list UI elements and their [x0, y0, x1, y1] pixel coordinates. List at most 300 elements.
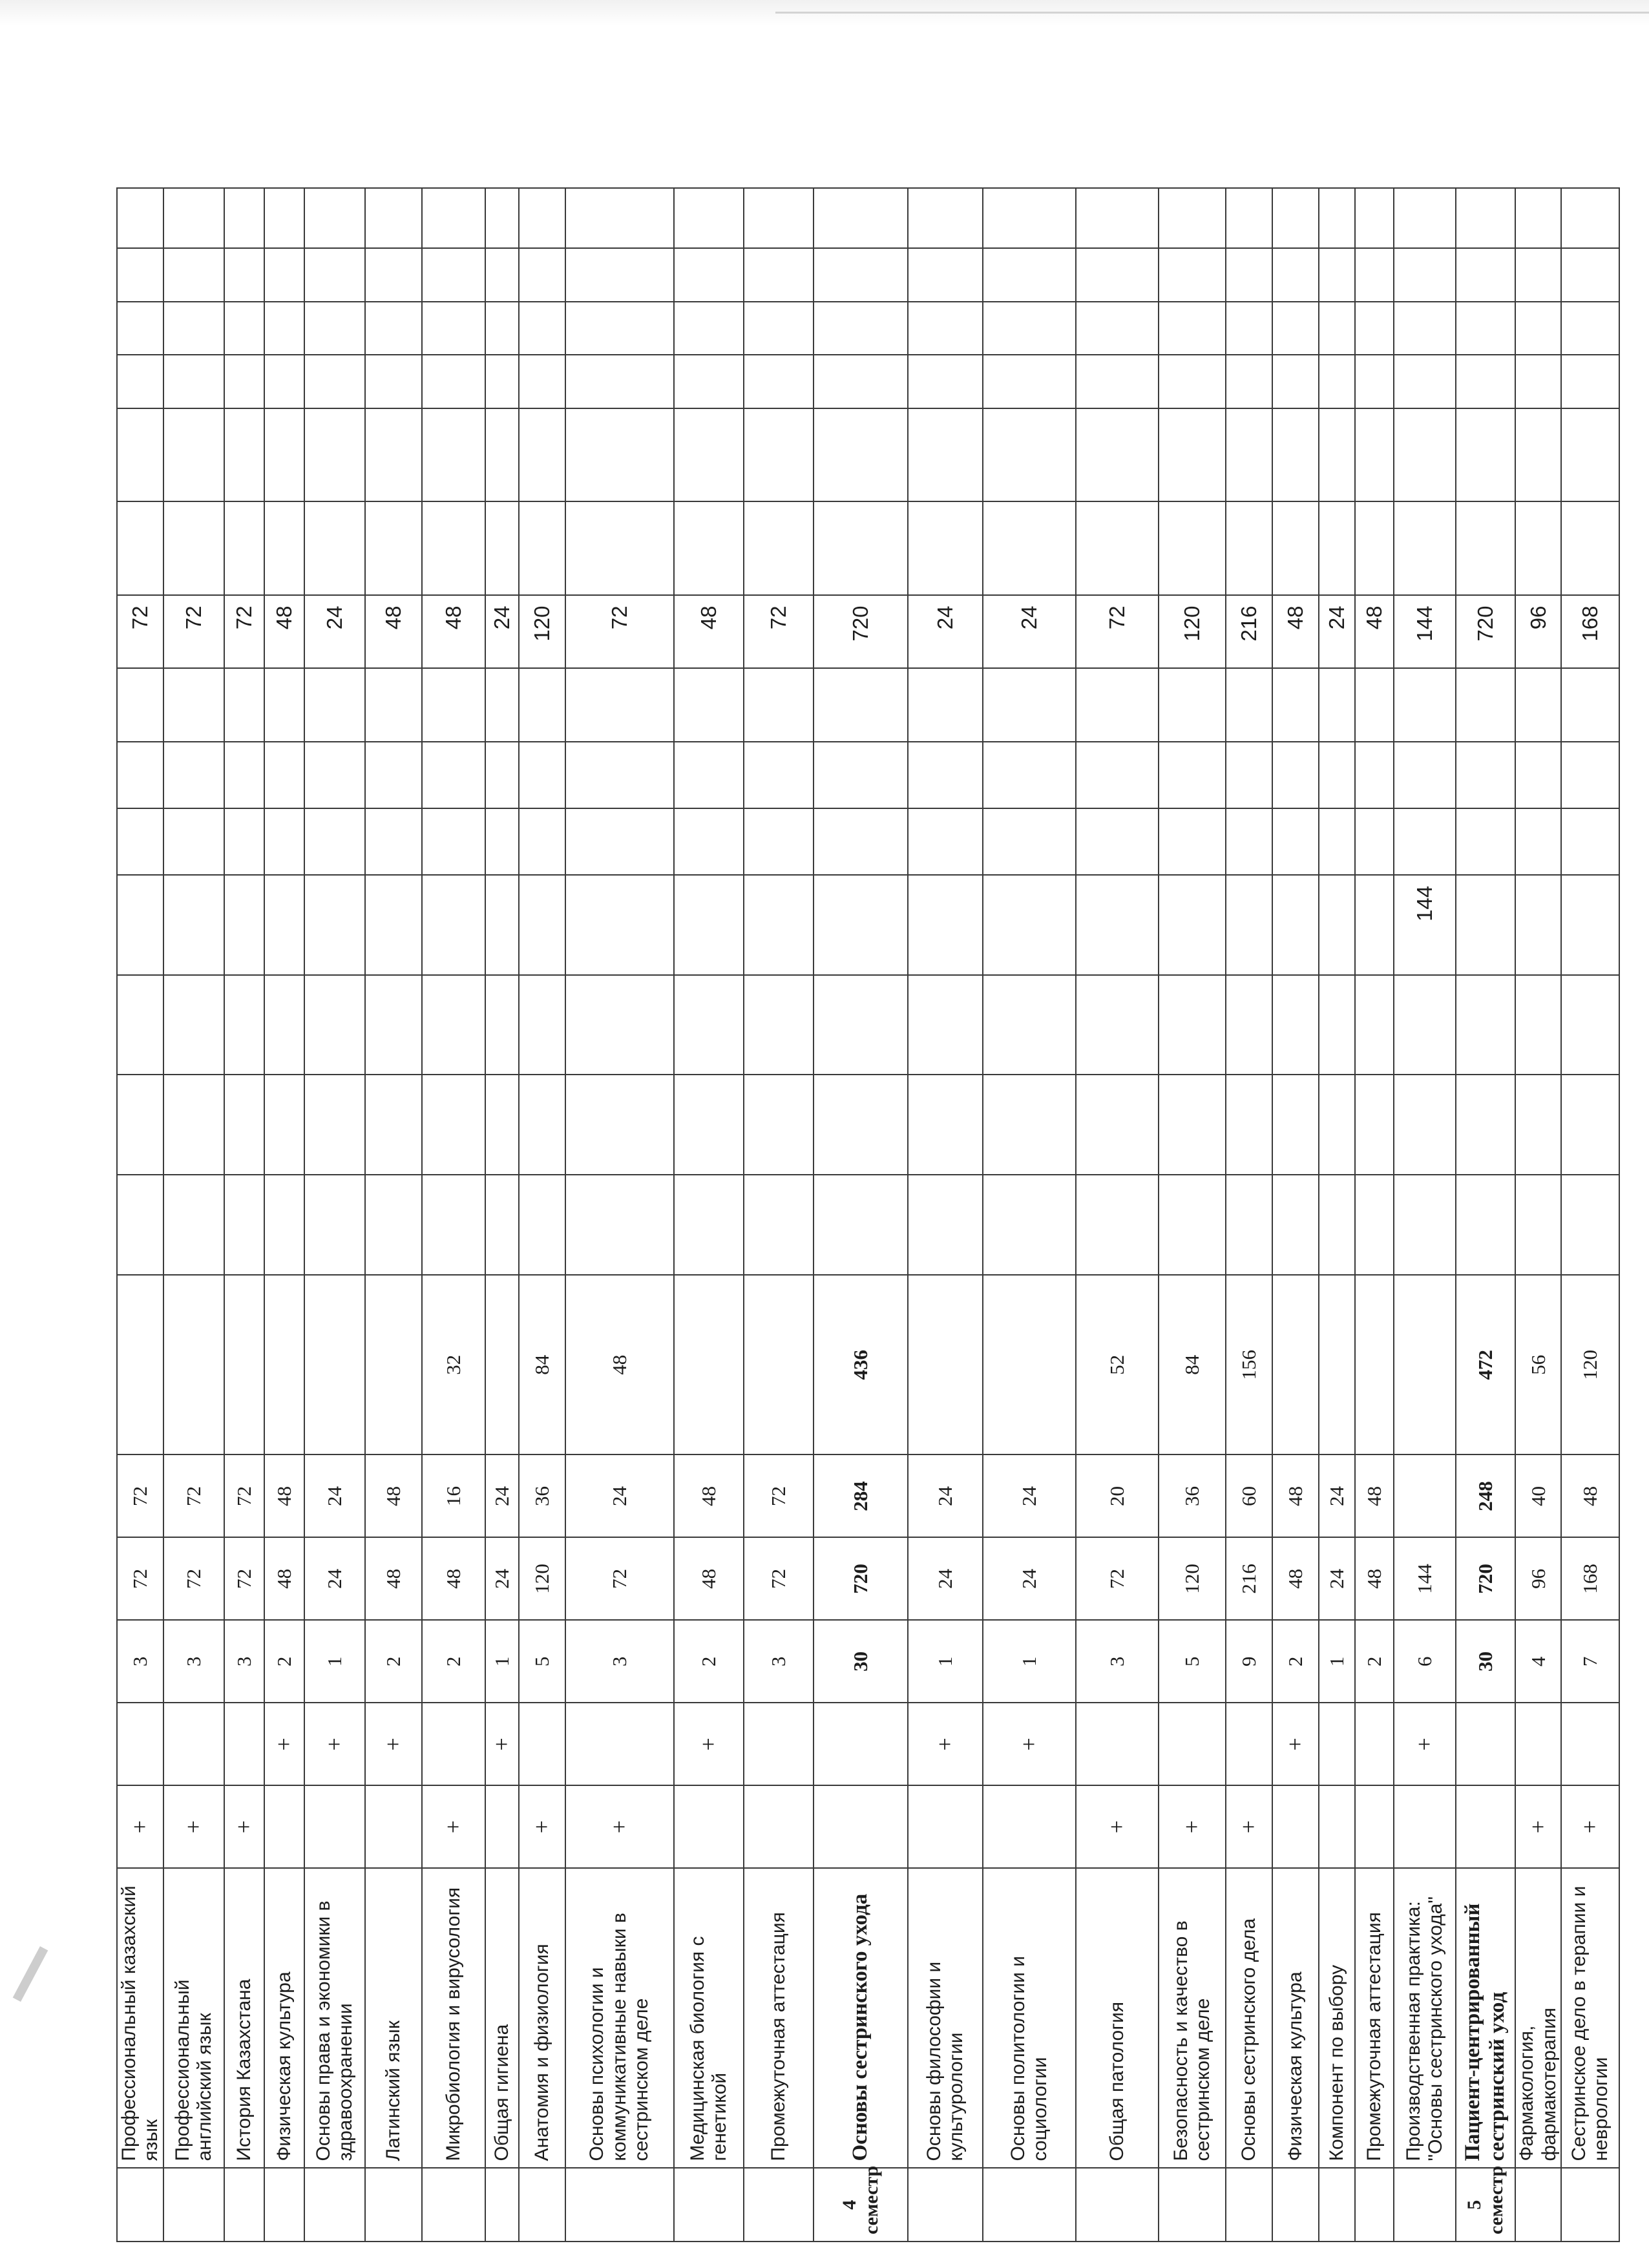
cell-empty — [1272, 808, 1319, 875]
cell-empty — [1394, 355, 1456, 408]
cell-empty — [117, 302, 163, 355]
cell-empty — [519, 302, 565, 355]
cell-empty — [744, 1075, 814, 1175]
cell-empty — [744, 742, 814, 808]
cell-empty — [1561, 1075, 1619, 1175]
cell-empty — [565, 248, 674, 302]
cell-empty — [224, 668, 264, 742]
cell-credits: 3 — [1076, 1620, 1159, 1703]
cell-credits: 2 — [365, 1620, 422, 1703]
cell-empty — [224, 408, 264, 501]
cell-empty — [1561, 302, 1619, 355]
cell-empty — [908, 355, 983, 408]
cell-credit: + — [264, 1703, 304, 1785]
cell-credit: + — [1394, 1703, 1456, 1785]
cell-empty — [1515, 302, 1561, 355]
cell-exam — [1456, 1785, 1515, 1868]
cell-empty — [264, 408, 304, 501]
cell-semester — [744, 2168, 814, 2242]
cell-empty — [1272, 302, 1319, 355]
cell-empty — [1456, 742, 1515, 808]
cell-empty — [814, 1175, 908, 1275]
cell-empty — [1394, 408, 1456, 501]
cell-empty — [485, 355, 519, 408]
cell-theory: 284 — [814, 1455, 908, 1538]
cell-name: Основы психологии и коммуникативные навыки в сестринском деле — [565, 1868, 674, 2168]
cell-exam: + — [1226, 1785, 1272, 1868]
cell-semester — [1226, 2168, 1272, 2242]
cell-empty — [1076, 248, 1159, 302]
cell-empty — [519, 248, 565, 302]
cell-empty — [1076, 188, 1159, 248]
cell-total: 72 — [117, 1537, 163, 1620]
cell-semester — [1394, 2168, 1456, 2242]
cell-total: 720 — [1456, 1537, 1515, 1620]
cell-name: Безопасность и качество в сестринском деле — [1159, 1868, 1226, 2168]
cell-empty — [224, 1175, 264, 1275]
cell-empty — [1319, 355, 1355, 408]
cell-empty — [304, 302, 365, 355]
table-row — [117, 188, 163, 2242]
cell-empty — [565, 742, 674, 808]
cell-ind-practice — [1561, 875, 1619, 975]
cell-empty — [1456, 1075, 1515, 1175]
cell-theory: 48 — [1561, 1455, 1619, 1538]
cell-exam — [365, 1785, 422, 1868]
cell-empty — [422, 808, 485, 875]
cell-credits: 3 — [565, 1620, 674, 1703]
cell-practice — [1355, 1275, 1394, 1455]
cell-empty — [983, 188, 1076, 248]
cell-total: 72 — [744, 1537, 814, 1620]
cell-empty — [983, 248, 1076, 302]
table-row — [365, 188, 422, 2242]
cell-empty — [365, 188, 422, 248]
cell-empty — [304, 408, 365, 501]
cell-empty — [1076, 808, 1159, 875]
cell-practice — [224, 1275, 264, 1455]
cell-empty — [365, 355, 422, 408]
cell-empty — [1355, 1075, 1394, 1175]
scan-artifact-line — [775, 12, 1649, 14]
cell-semester — [224, 2168, 264, 2242]
cell-semester — [485, 2168, 519, 2242]
cell-empty — [365, 668, 422, 742]
cell-empty — [422, 501, 485, 594]
cell-empty — [1515, 808, 1561, 875]
cell-empty — [565, 808, 674, 875]
cell-credit: + — [485, 1703, 519, 1785]
cell-practice: 84 — [519, 1275, 565, 1455]
cell-module-total: 720 — [814, 595, 908, 669]
cell-empty — [1272, 1075, 1319, 1175]
cell-empty — [1515, 355, 1561, 408]
cell-empty — [1319, 668, 1355, 742]
cell-empty — [744, 668, 814, 742]
cell-total: 48 — [674, 1537, 744, 1620]
table-row — [1272, 188, 1319, 2242]
cell-empty — [1355, 1175, 1394, 1275]
cell-name: Медицинская биология с генетикой — [674, 1868, 744, 2168]
cell-empty — [264, 975, 304, 1075]
cell-empty — [422, 1075, 485, 1175]
cell-empty — [1355, 408, 1394, 501]
cell-ind-practice — [224, 875, 264, 975]
cell-ind-practice — [1272, 875, 1319, 975]
cell-empty — [1319, 501, 1355, 594]
cell-empty — [983, 808, 1076, 875]
cell-exam: + — [1159, 1785, 1226, 1868]
cell-empty — [422, 668, 485, 742]
cell-credits: 3 — [117, 1620, 163, 1703]
cell-credits: 9 — [1226, 1620, 1272, 1703]
cell-empty — [163, 408, 224, 501]
curriculum-table — [116, 187, 1620, 2242]
cell-empty — [744, 355, 814, 408]
cell-empty — [163, 808, 224, 875]
cell-practice — [908, 1275, 983, 1455]
cell-credit: + — [1272, 1703, 1319, 1785]
cell-empty — [1076, 975, 1159, 1075]
cell-empty — [163, 501, 224, 594]
cell-credit — [519, 1703, 565, 1785]
cell-empty — [163, 355, 224, 408]
cell-empty — [1515, 975, 1561, 1075]
cell-semester — [983, 2168, 1076, 2242]
cell-empty — [224, 742, 264, 808]
cell-credits: 1 — [908, 1620, 983, 1703]
cell-empty — [814, 248, 908, 302]
cell-empty — [983, 1075, 1076, 1175]
cell-empty — [264, 355, 304, 408]
cell-empty — [519, 668, 565, 742]
cell-empty — [1076, 668, 1159, 742]
cell-credits: 2 — [674, 1620, 744, 1703]
cell-total: 48 — [422, 1537, 485, 1620]
cell-empty — [485, 668, 519, 742]
cell-name: Основы политологии и социологии — [983, 1868, 1076, 2168]
cell-credits: 1 — [485, 1620, 519, 1703]
cell-empty — [264, 1075, 304, 1175]
cell-empty — [1319, 188, 1355, 248]
cell-total: 72 — [565, 1537, 674, 1620]
cell-empty — [1226, 742, 1272, 808]
cell-theory: 48 — [674, 1455, 744, 1538]
cell-ind-practice — [814, 875, 908, 975]
cell-empty — [565, 302, 674, 355]
cell-empty — [485, 302, 519, 355]
cell-empty — [117, 188, 163, 248]
cell-theory: 24 — [1319, 1455, 1355, 1538]
cell-ind-practice — [1456, 875, 1515, 975]
cell-empty — [224, 975, 264, 1075]
cell-name: Сестринское дело в терапии и неврологии — [1561, 1868, 1619, 2168]
cell-practice: 120 — [1561, 1275, 1619, 1455]
cell-empty — [422, 302, 485, 355]
cell-exam: + — [422, 1785, 485, 1868]
cell-empty — [365, 302, 422, 355]
cell-ind-practice: 144 — [1394, 875, 1456, 975]
cell-empty — [1159, 975, 1226, 1075]
cell-empty — [1394, 501, 1456, 594]
cell-empty — [908, 1075, 983, 1175]
cell-empty — [1561, 808, 1619, 875]
cell-credits: 5 — [1159, 1620, 1226, 1703]
cell-credits: 2 — [1272, 1620, 1319, 1703]
cell-name: История Казахстана — [224, 1868, 264, 2168]
cell-empty — [1355, 188, 1394, 248]
table-row — [1226, 188, 1272, 2242]
cell-module-total: 48 — [1272, 595, 1319, 669]
cell-total: 24 — [983, 1537, 1076, 1620]
cell-module-total: 48 — [674, 595, 744, 669]
cell-total: 72 — [163, 1537, 224, 1620]
cell-total: 48 — [1272, 1537, 1319, 1620]
cell-ind-practice — [983, 875, 1076, 975]
cell-ind-practice — [1076, 875, 1159, 975]
cell-name: Производственная практика: "Основы сестринского ухода" — [1394, 1868, 1456, 2168]
cell-empty — [1226, 1075, 1272, 1175]
cell-name: Компонент по выбору — [1319, 1868, 1355, 2168]
cell-semester — [519, 2168, 565, 2242]
cell-empty — [983, 355, 1076, 408]
cell-empty — [1319, 302, 1355, 355]
cell-empty — [365, 501, 422, 594]
cell-empty — [674, 975, 744, 1075]
cell-name: Пациент-центрированный сестринский уход — [1456, 1868, 1515, 2168]
cell-empty — [224, 808, 264, 875]
cell-ind-practice — [304, 875, 365, 975]
cell-total: 96 — [1515, 1537, 1561, 1620]
cell-module-total: 24 — [983, 595, 1076, 669]
cell-empty — [983, 408, 1076, 501]
cell-name: Общая патология — [1076, 1868, 1159, 2168]
cell-name: Латинский язык — [365, 1868, 422, 2168]
cell-empty — [1076, 302, 1159, 355]
cell-credit — [422, 1703, 485, 1785]
cell-ind-practice — [1226, 875, 1272, 975]
cell-empty — [1272, 248, 1319, 302]
table-row — [908, 188, 983, 2242]
cell-empty — [304, 742, 365, 808]
cell-practice — [365, 1275, 422, 1455]
cell-semester — [1159, 2168, 1226, 2242]
cell-empty — [1456, 355, 1515, 408]
table-row — [1561, 188, 1619, 2242]
cell-module-total: 216 — [1226, 595, 1272, 669]
cell-empty — [163, 742, 224, 808]
cell-empty — [1561, 408, 1619, 501]
cell-empty — [163, 1075, 224, 1175]
cell-empty — [983, 1175, 1076, 1275]
cell-theory: 36 — [1159, 1455, 1226, 1538]
cell-empty — [422, 355, 485, 408]
cell-empty — [744, 808, 814, 875]
cell-empty — [1456, 188, 1515, 248]
cell-empty — [117, 1075, 163, 1175]
cell-empty — [1355, 975, 1394, 1075]
cell-empty — [422, 975, 485, 1075]
table-row — [674, 188, 744, 2242]
cell-practice: 436 — [814, 1275, 908, 1455]
cell-empty — [117, 808, 163, 875]
cell-theory: 24 — [565, 1455, 674, 1538]
cell-theory: 72 — [744, 1455, 814, 1538]
cell-empty — [304, 668, 365, 742]
cell-empty — [422, 1175, 485, 1275]
cell-exam — [814, 1785, 908, 1868]
cell-empty — [1272, 188, 1319, 248]
cell-empty — [1515, 742, 1561, 808]
cell-empty — [565, 1075, 674, 1175]
cell-empty — [304, 248, 365, 302]
cell-empty — [1076, 742, 1159, 808]
cell-empty — [304, 975, 365, 1075]
cell-ind-practice — [744, 875, 814, 975]
cell-ind-practice — [1515, 875, 1561, 975]
cell-empty — [1456, 668, 1515, 742]
cell-ind-practice — [565, 875, 674, 975]
cell-theory: 16 — [422, 1455, 485, 1538]
cell-empty — [814, 668, 908, 742]
cell-exam — [908, 1785, 983, 1868]
cell-credit — [565, 1703, 674, 1785]
cell-empty — [304, 501, 365, 594]
cell-total: 48 — [365, 1537, 422, 1620]
cell-exam: + — [1515, 1785, 1561, 1868]
cell-empty — [744, 408, 814, 501]
cell-module-total: 120 — [519, 595, 565, 669]
cell-empty — [1159, 1175, 1226, 1275]
table-row — [422, 188, 485, 2242]
cell-empty — [304, 1175, 365, 1275]
cell-module-total: 72 — [224, 595, 264, 669]
cell-empty — [1226, 501, 1272, 594]
cell-empty — [1515, 188, 1561, 248]
cell-credits: 2 — [264, 1620, 304, 1703]
cell-credit — [1226, 1703, 1272, 1785]
cell-credit — [1319, 1703, 1355, 1785]
cell-empty — [519, 188, 565, 248]
cell-credit — [1515, 1703, 1561, 1785]
cell-empty — [1159, 302, 1226, 355]
cell-module-total: 72 — [744, 595, 814, 669]
cell-empty — [1076, 408, 1159, 501]
cell-name: Основы права и экономики в здравоохранении — [304, 1868, 365, 2168]
cell-module-total: 24 — [908, 595, 983, 669]
cell-exam: + — [117, 1785, 163, 1868]
cell-theory: 48 — [365, 1455, 422, 1538]
cell-empty — [1272, 668, 1319, 742]
cell-theory: 48 — [1272, 1455, 1319, 1538]
cell-empty — [519, 501, 565, 594]
cell-empty — [117, 501, 163, 594]
cell-module-total: 24 — [485, 595, 519, 669]
cell-credit — [117, 1703, 163, 1785]
cell-empty — [908, 248, 983, 302]
cell-empty — [1456, 808, 1515, 875]
cell-empty — [1226, 668, 1272, 742]
cell-theory: 48 — [264, 1455, 304, 1538]
cell-credits: 3 — [744, 1620, 814, 1703]
curriculum-sheet-rotated — [116, 187, 1612, 2242]
cell-empty — [744, 248, 814, 302]
cell-empty — [519, 742, 565, 808]
table-row — [565, 188, 674, 2242]
cell-empty — [1076, 501, 1159, 594]
cell-module-total: 72 — [1076, 595, 1159, 669]
cell-empty — [565, 975, 674, 1075]
cell-empty — [674, 302, 744, 355]
cell-empty — [1319, 975, 1355, 1075]
cell-credit — [1561, 1703, 1619, 1785]
cell-name: Общая гигиена — [485, 1868, 519, 2168]
cell-empty — [1456, 302, 1515, 355]
cell-exam — [983, 1785, 1076, 1868]
table-row — [983, 188, 1076, 2242]
cell-empty — [1561, 501, 1619, 594]
table-row — [814, 188, 908, 2242]
cell-empty — [814, 355, 908, 408]
cell-empty — [744, 1175, 814, 1275]
cell-semester — [264, 2168, 304, 2242]
cell-empty — [744, 302, 814, 355]
cell-name: Основы сестринского дела — [1226, 1868, 1272, 2168]
cell-empty — [1561, 248, 1619, 302]
table-row — [1076, 188, 1159, 2242]
cell-empty — [1226, 302, 1272, 355]
cell-total: 24 — [1319, 1537, 1355, 1620]
cell-practice — [983, 1275, 1076, 1455]
cell-empty — [422, 408, 485, 501]
table-row — [1319, 188, 1355, 2242]
cell-practice: 156 — [1226, 1275, 1272, 1455]
cell-exam: + — [519, 1785, 565, 1868]
cell-credit — [1159, 1703, 1226, 1785]
cell-empty — [485, 742, 519, 808]
cell-empty — [983, 975, 1076, 1075]
cell-exam: + — [224, 1785, 264, 1868]
cell-semester — [1272, 2168, 1319, 2242]
cell-empty — [674, 668, 744, 742]
cell-practice: 472 — [1456, 1275, 1515, 1455]
cell-empty — [264, 188, 304, 248]
cell-empty — [983, 501, 1076, 594]
cell-empty — [565, 408, 674, 501]
cell-empty — [365, 408, 422, 501]
cell-empty — [1272, 1175, 1319, 1275]
cell-empty — [674, 1075, 744, 1175]
cell-empty — [485, 1075, 519, 1175]
cell-exam — [744, 1785, 814, 1868]
cell-empty — [1226, 355, 1272, 408]
cell-empty — [1394, 808, 1456, 875]
cell-empty — [224, 355, 264, 408]
cell-empty — [674, 188, 744, 248]
cell-credits: 30 — [814, 1620, 908, 1703]
cell-exam — [1355, 1785, 1394, 1868]
cell-empty — [1159, 501, 1226, 594]
cell-empty — [1355, 668, 1394, 742]
cell-empty — [365, 975, 422, 1075]
cell-empty — [422, 248, 485, 302]
cell-empty — [117, 742, 163, 808]
cell-empty — [117, 1175, 163, 1275]
cell-name: Анатомия и физиология — [519, 1868, 565, 2168]
cell-empty — [264, 248, 304, 302]
cell-empty — [1515, 248, 1561, 302]
cell-empty — [519, 355, 565, 408]
